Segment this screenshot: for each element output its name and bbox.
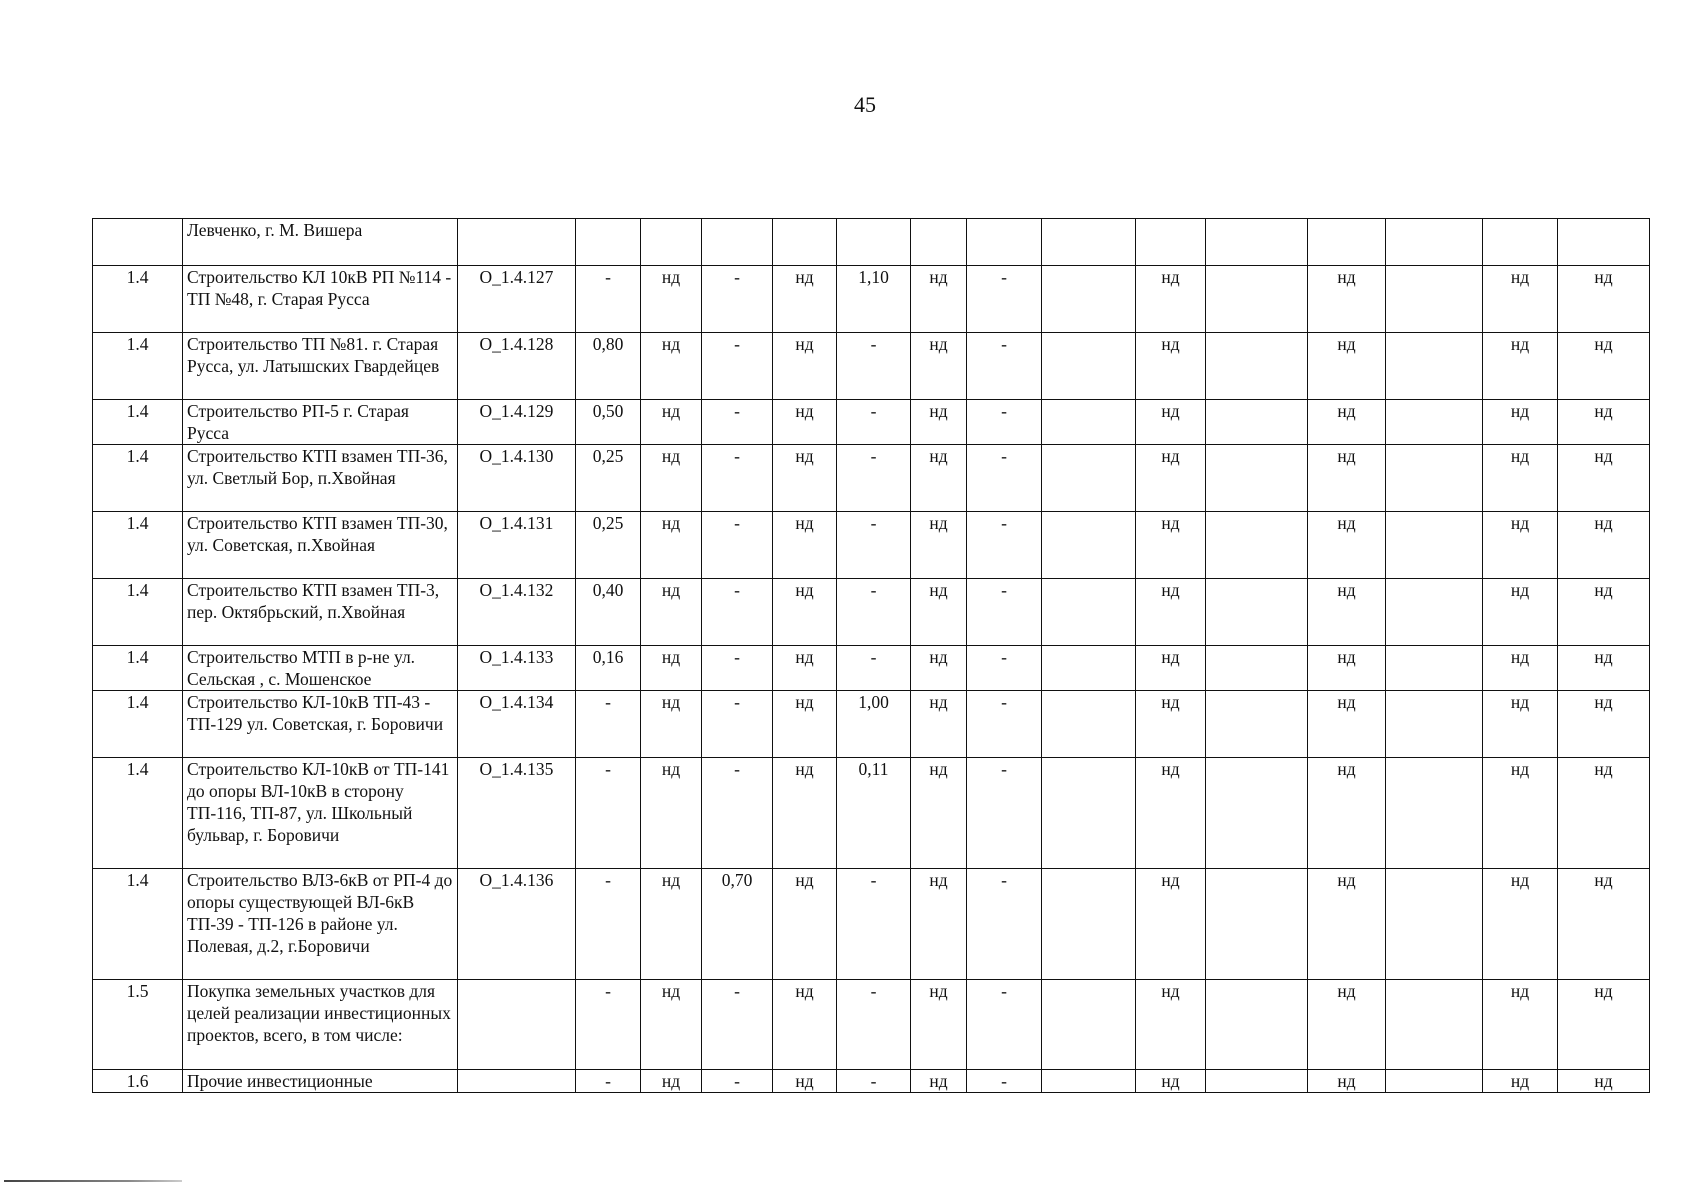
value-cell: [1206, 980, 1308, 1070]
value-cell: -: [967, 691, 1042, 758]
value-cell: нд: [1308, 869, 1386, 980]
value-cell: нд: [1136, 1070, 1206, 1093]
value-cell: -: [967, 445, 1042, 512]
value-cell: -: [576, 266, 641, 333]
value-cell: нд: [773, 646, 837, 691]
object-name-cell: Строительство КТП взамен ТП-30, ул. Советская, п.Хвойная: [183, 512, 458, 579]
value-cell: -: [967, 579, 1042, 646]
value-cell: нд: [1308, 980, 1386, 1070]
value-cell: [1042, 646, 1136, 691]
value-cell: [1042, 758, 1136, 869]
value-cell: нд: [773, 758, 837, 869]
value-cell: 0,11: [837, 758, 911, 869]
value-cell: [773, 219, 837, 266]
value-cell: нд: [773, 445, 837, 512]
value-cell: нд: [1136, 980, 1206, 1070]
table-row-continuation: [93, 219, 1650, 266]
object-name-cell: Строительство ВЛЗ-6кВ от РП-4 до опоры существующей ВЛ-6кВ ТП-39 - ТП-126 в районе ул. Полевая, д.2, г.Боровичи: [183, 869, 458, 980]
value-cell: нд: [1558, 333, 1650, 400]
value-cell: -: [837, 445, 911, 512]
value-cell: 0,50: [576, 400, 641, 445]
value-cell: нд: [911, 869, 967, 980]
value-cell: -: [576, 758, 641, 869]
value-cell: [1386, 869, 1483, 980]
value-cell: [1206, 400, 1308, 445]
value-cell: нд: [641, 980, 702, 1070]
value-cell: нд: [773, 400, 837, 445]
object-name-cell: Строительство КЛ-10кВ от ТП-141 до опоры ВЛ-10кВ в сторону ТП-116, ТП-87, ул. Школьный бульвар, г. Боровичи: [183, 758, 458, 869]
value-cell: -: [837, 646, 911, 691]
value-cell: -: [837, 579, 911, 646]
object-code-cell: О_1.4.130: [458, 445, 576, 512]
table-row: [93, 758, 1650, 869]
object-code-cell: [458, 219, 576, 266]
value-cell: [1386, 691, 1483, 758]
object-code-cell: О_1.4.131: [458, 512, 576, 579]
value-cell: -: [837, 400, 911, 445]
value-cell: -: [837, 980, 911, 1070]
value-cell: нд: [1483, 646, 1558, 691]
value-cell: [1042, 219, 1136, 266]
value-cell: нд: [911, 758, 967, 869]
value-cell: [1042, 266, 1136, 333]
table-row: [93, 980, 1650, 1070]
table-row: [93, 400, 1650, 445]
value-cell: нд: [1483, 400, 1558, 445]
value-cell: нд: [1136, 646, 1206, 691]
value-cell: нд: [1483, 445, 1558, 512]
table-row: [93, 1070, 1650, 1093]
value-cell: [1386, 758, 1483, 869]
value-cell: [1042, 980, 1136, 1070]
value-cell: нд: [1483, 512, 1558, 579]
value-cell: нд: [1558, 646, 1650, 691]
table-row: [93, 512, 1650, 579]
value-cell: нд: [911, 445, 967, 512]
value-cell: [1558, 219, 1650, 266]
value-cell: нд: [1483, 691, 1558, 758]
value-cell: -: [837, 333, 911, 400]
value-cell: [1206, 758, 1308, 869]
value-cell: нд: [911, 579, 967, 646]
value-cell: нд: [641, 691, 702, 758]
value-cell: [1386, 219, 1483, 266]
value-cell: [1386, 400, 1483, 445]
value-cell: нд: [1558, 758, 1650, 869]
row-number-cell: 1.4: [93, 646, 183, 691]
value-cell: нд: [773, 980, 837, 1070]
value-cell: [1386, 980, 1483, 1070]
value-cell: нд: [1136, 400, 1206, 445]
value-cell: нд: [1308, 758, 1386, 869]
value-cell: нд: [1558, 869, 1650, 980]
object-name-cell: Строительство РП-5 г. Старая Русса: [183, 400, 458, 445]
value-cell: -: [702, 646, 773, 691]
table-row: [93, 869, 1650, 980]
row-number-cell: 1.4: [93, 691, 183, 758]
value-cell: [576, 219, 641, 266]
value-cell: [1042, 1070, 1136, 1093]
object-name-cell: Строительство КЛ-10кВ ТП-43 - ТП-129 ул. Советская, г. Боровичи: [183, 691, 458, 758]
value-cell: -: [837, 869, 911, 980]
value-cell: нд: [1136, 869, 1206, 980]
value-cell: нд: [641, 579, 702, 646]
value-cell: [837, 219, 911, 266]
value-cell: нд: [641, 1070, 702, 1093]
scan-artifact-line: [4, 1180, 182, 1182]
value-cell: [702, 219, 773, 266]
value-cell: [641, 219, 702, 266]
value-cell: нд: [1483, 1070, 1558, 1093]
object-code-cell: [458, 980, 576, 1070]
table-row: [93, 579, 1650, 646]
row-number-cell: 1.4: [93, 400, 183, 445]
value-cell: нд: [1558, 980, 1650, 1070]
value-cell: нд: [1483, 980, 1558, 1070]
value-cell: нд: [1483, 869, 1558, 980]
table-row: [93, 691, 1650, 758]
value-cell: -: [702, 512, 773, 579]
value-cell: нд: [1136, 266, 1206, 333]
value-cell: [911, 219, 967, 266]
value-cell: -: [702, 266, 773, 333]
value-cell: [1206, 266, 1308, 333]
value-cell: нд: [1308, 333, 1386, 400]
value-cell: нд: [1483, 333, 1558, 400]
value-cell: [1386, 445, 1483, 512]
object-code-cell: О_1.4.128: [458, 333, 576, 400]
value-cell: [1042, 869, 1136, 980]
value-cell: -: [967, 869, 1042, 980]
page-number: 45: [854, 92, 876, 117]
value-cell: 0,40: [576, 579, 641, 646]
value-cell: -: [967, 512, 1042, 579]
object-code-cell: О_1.4.127: [458, 266, 576, 333]
row-number-cell: 1.6: [93, 1070, 183, 1093]
value-cell: [1206, 579, 1308, 646]
value-cell: -: [967, 1070, 1042, 1093]
value-cell: -: [702, 333, 773, 400]
object-name-cell: Прочие инвестиционные: [183, 1070, 458, 1093]
value-cell: -: [702, 1070, 773, 1093]
object-code-cell: О_1.4.129: [458, 400, 576, 445]
row-number-cell: 1.4: [93, 266, 183, 333]
row-number-cell: 1.5: [93, 980, 183, 1070]
value-cell: нд: [1136, 579, 1206, 646]
value-cell: 1,00: [837, 691, 911, 758]
value-cell: 0,70: [702, 869, 773, 980]
value-cell: нд: [1308, 646, 1386, 691]
value-cell: нд: [1308, 512, 1386, 579]
value-cell: -: [967, 400, 1042, 445]
table-row: [93, 333, 1650, 400]
value-cell: -: [837, 1070, 911, 1093]
value-cell: [1206, 1070, 1308, 1093]
value-cell: [1206, 445, 1308, 512]
value-cell: -: [967, 266, 1042, 333]
table-row: [93, 445, 1650, 512]
value-cell: -: [702, 691, 773, 758]
object-code-cell: О_1.4.133: [458, 646, 576, 691]
object-code-cell: О_1.4.135: [458, 758, 576, 869]
value-cell: -: [576, 980, 641, 1070]
object-code-cell: О_1.4.134: [458, 691, 576, 758]
value-cell: 0,25: [576, 445, 641, 512]
value-cell: нд: [1308, 445, 1386, 512]
value-cell: нд: [641, 512, 702, 579]
value-cell: нд: [1136, 445, 1206, 512]
value-cell: нд: [911, 691, 967, 758]
value-cell: [967, 219, 1042, 266]
object-name-cell: Строительство КЛ 10кВ РП №114 - ТП №48, г. Старая Русса: [183, 266, 458, 333]
value-cell: нд: [1558, 691, 1650, 758]
row-number-cell: 1.4: [93, 579, 183, 646]
value-cell: нд: [1558, 1070, 1650, 1093]
value-cell: 0,80: [576, 333, 641, 400]
object-name-cell: Покупка земельных участков для целей реализации инвестиционных проектов, всего, в том числе:: [183, 980, 458, 1070]
value-cell: [1206, 333, 1308, 400]
value-cell: нд: [1558, 512, 1650, 579]
value-cell: нд: [1308, 691, 1386, 758]
value-cell: нд: [1558, 266, 1650, 333]
value-cell: [1042, 400, 1136, 445]
value-cell: [1042, 445, 1136, 512]
value-cell: нд: [773, 512, 837, 579]
object-name-cell: Левченко, г. М. Вишера: [183, 219, 458, 266]
value-cell: нд: [641, 400, 702, 445]
table-row: [93, 266, 1650, 333]
value-cell: -: [576, 1070, 641, 1093]
value-cell: 1,10: [837, 266, 911, 333]
value-cell: нд: [1558, 445, 1650, 512]
value-cell: нд: [1308, 579, 1386, 646]
value-cell: нд: [641, 445, 702, 512]
value-cell: нд: [911, 333, 967, 400]
value-cell: нд: [1483, 758, 1558, 869]
value-cell: нд: [641, 646, 702, 691]
value-cell: 0,25: [576, 512, 641, 579]
table-body: [93, 219, 1650, 1093]
value-cell: нд: [641, 869, 702, 980]
value-cell: нд: [773, 266, 837, 333]
value-cell: [1206, 691, 1308, 758]
value-cell: [1042, 512, 1136, 579]
value-cell: нд: [1483, 579, 1558, 646]
value-cell: нд: [773, 691, 837, 758]
value-cell: [1136, 219, 1206, 266]
value-cell: нд: [1136, 333, 1206, 400]
value-cell: нд: [1308, 266, 1386, 333]
value-cell: [1042, 333, 1136, 400]
value-cell: нд: [911, 1070, 967, 1093]
object-name-cell: Строительство ТП №81. г. Старая Русса, ул. Латышских Гвардейцев: [183, 333, 458, 400]
value-cell: нд: [1136, 512, 1206, 579]
value-cell: нд: [1136, 758, 1206, 869]
value-cell: нд: [1136, 691, 1206, 758]
value-cell: [1206, 869, 1308, 980]
value-cell: -: [702, 445, 773, 512]
value-cell: нд: [1558, 579, 1650, 646]
value-cell: [1386, 646, 1483, 691]
object-name-cell: Строительство МТП в р-не ул. Сельская , с. Мошенское: [183, 646, 458, 691]
value-cell: [1042, 579, 1136, 646]
value-cell: [1206, 646, 1308, 691]
value-cell: нд: [773, 1070, 837, 1093]
value-cell: нд: [773, 869, 837, 980]
value-cell: [1206, 512, 1308, 579]
value-cell: нд: [911, 400, 967, 445]
value-cell: нд: [1483, 266, 1558, 333]
value-cell: -: [967, 646, 1042, 691]
value-cell: нд: [1308, 1070, 1386, 1093]
value-cell: нд: [911, 266, 967, 333]
value-cell: -: [967, 333, 1042, 400]
value-cell: [1386, 266, 1483, 333]
value-cell: [1386, 333, 1483, 400]
row-number-cell: 1.4: [93, 758, 183, 869]
value-cell: -: [576, 869, 641, 980]
value-cell: [1308, 219, 1386, 266]
value-cell: нд: [911, 512, 967, 579]
value-cell: нд: [1308, 400, 1386, 445]
value-cell: [1483, 219, 1558, 266]
investment-table: [92, 218, 1650, 1093]
row-number-cell: 1.4: [93, 869, 183, 980]
row-number-cell: [93, 219, 183, 266]
object-code-cell: О_1.4.136: [458, 869, 576, 980]
value-cell: нд: [911, 646, 967, 691]
value-cell: -: [702, 400, 773, 445]
value-cell: 0,16: [576, 646, 641, 691]
value-cell: [1386, 1070, 1483, 1093]
value-cell: -: [967, 758, 1042, 869]
table-row: [93, 646, 1650, 691]
value-cell: нд: [773, 579, 837, 646]
row-number-cell: 1.4: [93, 333, 183, 400]
row-number-cell: 1.4: [93, 445, 183, 512]
object-name-cell: Строительство КТП взамен ТП-3, пер. Октябрьский, п.Хвойная: [183, 579, 458, 646]
object-code-cell: О_1.4.132: [458, 579, 576, 646]
value-cell: [1042, 691, 1136, 758]
value-cell: нд: [641, 266, 702, 333]
value-cell: [1386, 512, 1483, 579]
value-cell: [1386, 579, 1483, 646]
value-cell: нд: [1558, 400, 1650, 445]
value-cell: нд: [773, 333, 837, 400]
value-cell: [1206, 219, 1308, 266]
value-cell: нд: [641, 333, 702, 400]
value-cell: -: [576, 691, 641, 758]
value-cell: -: [702, 579, 773, 646]
value-cell: -: [702, 758, 773, 869]
object-code-cell: [458, 1070, 576, 1093]
value-cell: -: [702, 980, 773, 1070]
value-cell: -: [967, 980, 1042, 1070]
value-cell: -: [837, 512, 911, 579]
value-cell: нд: [641, 758, 702, 869]
row-number-cell: 1.4: [93, 512, 183, 579]
value-cell: нд: [911, 980, 967, 1070]
object-name-cell: Строительство КТП взамен ТП-36, ул. Светлый Бор, п.Хвойная: [183, 445, 458, 512]
